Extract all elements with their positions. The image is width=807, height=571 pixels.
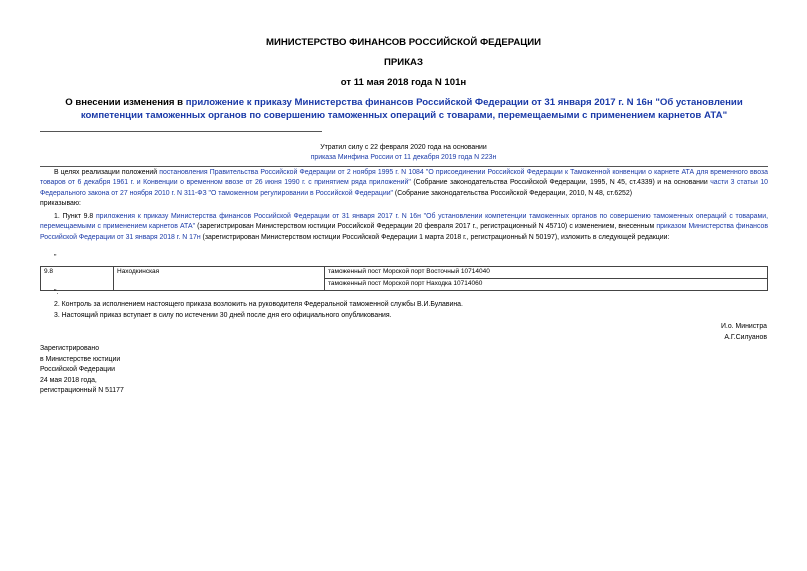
orders-line: приказываю: — [40, 200, 81, 207]
preamble-text-3: (Собрание законодательства Российской Федерации, 2010, N 48, ст.6252) — [392, 189, 633, 197]
title-divider — [40, 131, 322, 132]
registration-line: Российской Федерации — [40, 366, 115, 373]
registration-line: в Министерстве юстиции — [40, 355, 121, 363]
ministry-heading: МИНИСТЕРСТВО ФИНАНСОВ РОССИЙСКОЙ ФЕДЕРАЦИИ — [265, 37, 542, 48]
table-cell-region: Находкинская — [114, 267, 325, 291]
signatory-position: И.о. Министра — [720, 323, 767, 330]
preamble-text-2: (Собрание законодательства Российской Федерации, 1995, N 45, ст.4339) и на основании — [410, 179, 711, 187]
item-1-suffix: (зарегистрирован Министерством юстиции Российской Федерации 1 марта 2018 г., регистрационный N 50197), изложить в следующей редакции: — [200, 233, 670, 241]
preamble-link-law[interactable]: части 3 статьи 10 Федерального закона от 27 ноября 2010 г. N 311-ФЗ "О таможенном регулировании в Российской Федерации" — [40, 179, 768, 197]
registration-line: регистрационный N 51177 — [40, 387, 124, 394]
item-2-paragraph: 2. Контроль за исполнением настоящего приказа возложить на руководителя Федеральной таможенной службы В.И.Булавина. — [54, 301, 463, 308]
document-title — [40, 96, 768, 122]
item-1-prefix: 1. Пункт 9.8 — [54, 213, 96, 220]
table-cell-post: таможенный пост Морской порт Находка 10714060 — [325, 279, 768, 291]
close-quote: ". — [54, 289, 59, 296]
document-type: ПРИКАЗ — [384, 57, 423, 68]
table-row — [41, 267, 768, 279]
amendment-table — [40, 266, 768, 291]
item-1-link-amending-order[interactable]: приказом Министерства финансов Российской Федерации от 31 января 2018 г. N 17н — [40, 223, 768, 241]
status-note: Утратил силу с 22 февраля 2020 года на основании — [320, 144, 487, 151]
item-1-text-mid: (зарегистрирован Министерством юстиции Российской Федерации 20 февраля 2017 г., регистрационный N 45710) с изменением, внесенным — [195, 223, 657, 231]
status-repeal-link[interactable]: приказа Минфина России от 11 декабря 2019 года N 223н — [310, 154, 497, 161]
title-prefix: О внесении изменения в — [65, 97, 186, 108]
item-3-paragraph: 3. Настоящий приказ вступает в силу по истечении 30 дней после дня его официального опубликования. — [54, 312, 392, 319]
document-date-number: от 11 мая 2018 года N 101н — [340, 77, 467, 88]
registration-line: Зарегистрировано — [40, 345, 100, 352]
open-quote: " — [54, 254, 57, 261]
preamble-paragraph — [40, 168, 768, 199]
title-link[interactable]: приложение к приказу Министерства финансов Российской Федерации от 31 января 2017 г. N 16н "Об установлении компетенции таможенных органов по совершению таможенных операций с товарами, перемещаемыми с применением карнетов АТА" — [80, 97, 743, 121]
table-cell-number: 9.8 — [41, 267, 114, 291]
preamble-text-1: В целях реализации положений — [54, 169, 160, 176]
registration-line: 24 мая 2018 года, — [40, 376, 97, 384]
item-1-paragraph — [40, 212, 768, 243]
registration-block — [40, 344, 124, 397]
table-cell-post: таможенный пост Морской порт Восточный 10714040 — [325, 267, 768, 279]
signatory-name: А.Г.Силуанов — [724, 334, 767, 341]
status-divider — [40, 166, 768, 167]
preamble-link-decree[interactable]: постановления Правительства Российской Федерации от 2 ноября 1995 г. N 1084 "О присоединении Российской Федерации к Таможенной конвенции о карнете АТА для временного ввоза товаров от 6 декабря 1961 г. и Конвенции о временном ввозе от 26 июня 1990 г. с принятием ряда приложений" — [40, 169, 769, 187]
item-1-link-annex[interactable]: приложения к приказу Министерства финансов Российской Федерации от 31 января 2017 г. N 16н "Об установлении компетенции таможенных органов по совершению таможенных операций с товарами, перемещаемыми с применением карнетов АТА" — [40, 213, 768, 231]
